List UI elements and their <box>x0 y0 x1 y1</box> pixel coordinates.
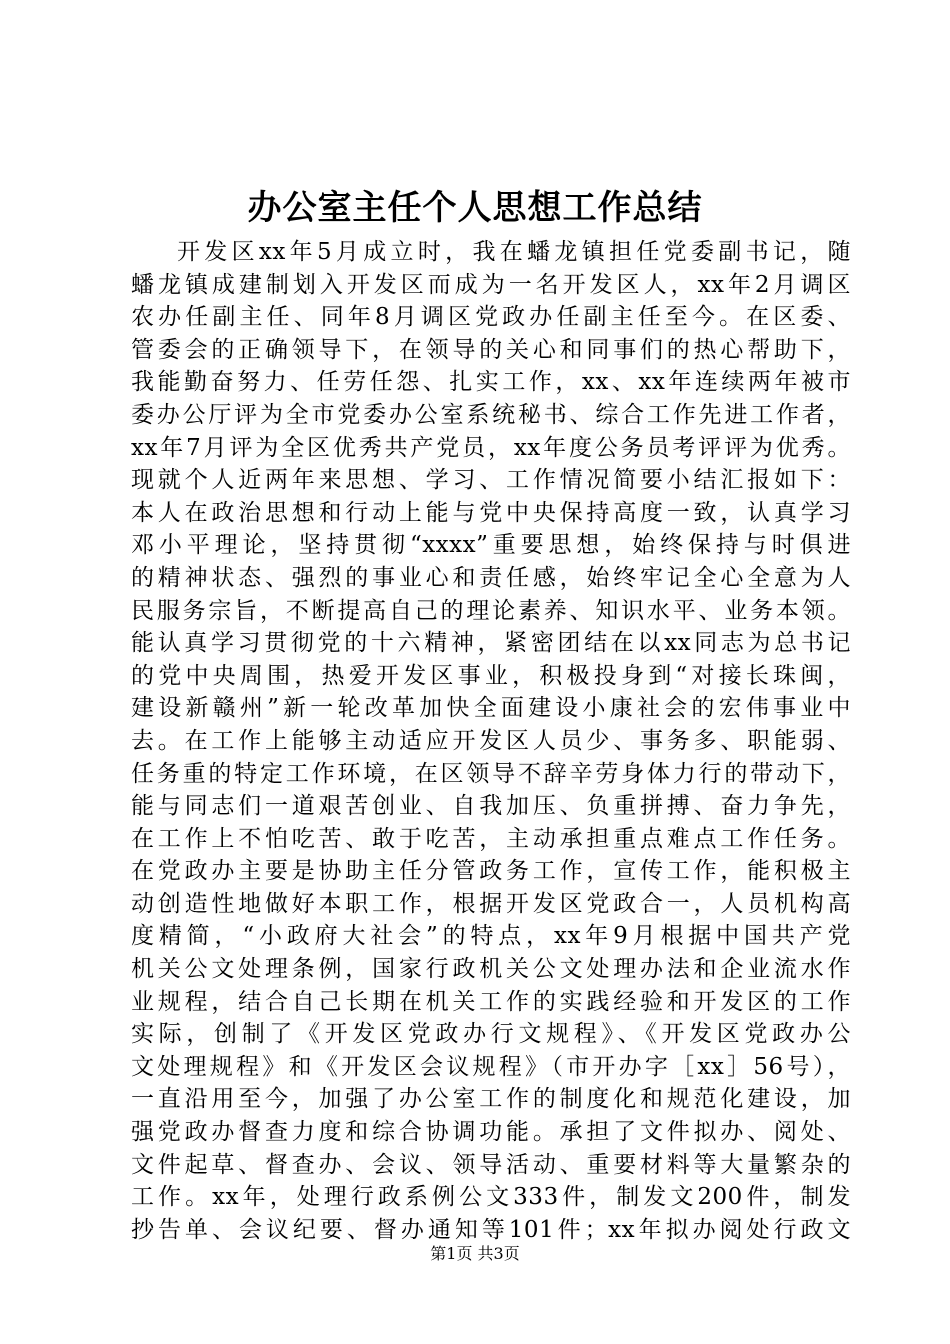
body-line: 的精神状态、强烈的事业心和责任感，始终牢记全心全意为人 <box>131 564 851 591</box>
body-line: 农办任副主任、同年8月调区党政办任副主任至今。在区委、 <box>131 304 851 331</box>
body-line: 文件起草、督查办、会议、领导活动、重要材料等大量繁杂的 <box>131 1151 851 1178</box>
body-line: 工作。xx年，处理行政系例公文333件，制发文200件，制发 <box>131 1184 851 1211</box>
document-title: 办公室主任个人思想工作总结 <box>247 188 703 228</box>
body-line: 管委会的正确领导下，在领导的关心和同事们的热心帮助下， <box>131 336 851 363</box>
body-line: 机关公文处理条例，国家行政机关公文处理办法和企业流水作 <box>131 956 851 983</box>
body-line: 民服务宗旨，不断提高自己的理论素养、知识水平、业务本领。 <box>131 597 851 624</box>
body-line: 本人在政治思想和行动上能与党中央保持高度一致，认真学习 <box>131 499 851 526</box>
body-line: 在工作上不怕吃苦、敢于吃苦，主动承担重点难点工作任务。 <box>131 825 851 852</box>
body-line: 文处理规程》和《开发区会议规程》（市开办字［xx］56号）， <box>131 1053 851 1080</box>
body-line: 邓小平理论，坚持贯彻“xxxx”重要思想，始终保持与时俱进 <box>131 532 851 559</box>
body-line: xx年7月评为全区优秀共产党员，xx年度公务员考评评为优秀。 <box>131 434 851 461</box>
body-line: 业规程，结合自己长期在机关工作的实践经验和开发区的工作 <box>131 988 851 1015</box>
body-line: 抄告单、会议纪要、督办通知等101件；xx年拟办阅处行政文 <box>131 1216 851 1243</box>
body-line: 度精简，“小政府大社会”的特点，xx年9月根据中国共产党 <box>131 923 851 950</box>
body-line: 开发区xx年5月成立时，我在蟠龙镇担任党委副书记，随 <box>177 239 851 265</box>
body-line: 能与同志们一道艰苦创业、自我加压、负重拼搏、奋力争先， <box>131 793 851 820</box>
body-line: 委办公厅评为全市党委办公室系统秘书、综合工作先进工作者， <box>131 401 851 428</box>
body-line: 一直沿用至今，加强了办公室工作的制度化和规范化建设，加 <box>131 1086 851 1113</box>
body-line: 能认真学习贯彻党的十六精神，紧密团结在以xx同志为总书记 <box>131 630 851 657</box>
body-line: 的党中央周围，热爱开发区事业，积极投身到“对接长珠闽， <box>131 662 851 689</box>
body-line: 现就个人近两年来思想、学习、工作情况简要小结汇报如下： <box>131 467 851 494</box>
body-line: 蟠龙镇成建制划入开发区而成为一名开发区人，xx年2月调区 <box>131 271 851 298</box>
body-line: 去。在工作上能够主动适应开发区人员少、事务多、职能弱、 <box>131 727 851 754</box>
document-body <box>131 236 851 1246</box>
body-line: 动创造性地做好本职工作，根据开发区党政合一，人员机构高 <box>131 890 851 917</box>
body-line: 强党政办督查力度和综合协调功能。承担了文件拟办、阅处、 <box>131 1119 851 1146</box>
body-line: 在党政办主要是协助主任分管政务工作，宣传工作，能积极主 <box>131 858 851 885</box>
body-line: 建设新赣州”新一轮改革加快全面建设小康社会的宏伟事业中 <box>131 695 851 722</box>
body-line: 我能勤奋努力、任劳任怨、扎实工作，xx、xx年连续两年被市 <box>131 369 851 396</box>
page-footer: 第1页 共3页 <box>430 1244 520 1263</box>
body-line: 任务重的特定工作环境，在区领导不辞辛劳身体力行的带动下， <box>131 760 851 787</box>
body-line: 实际，创制了《开发区党政办行文规程》、《开发区党政办公 <box>131 1021 851 1048</box>
